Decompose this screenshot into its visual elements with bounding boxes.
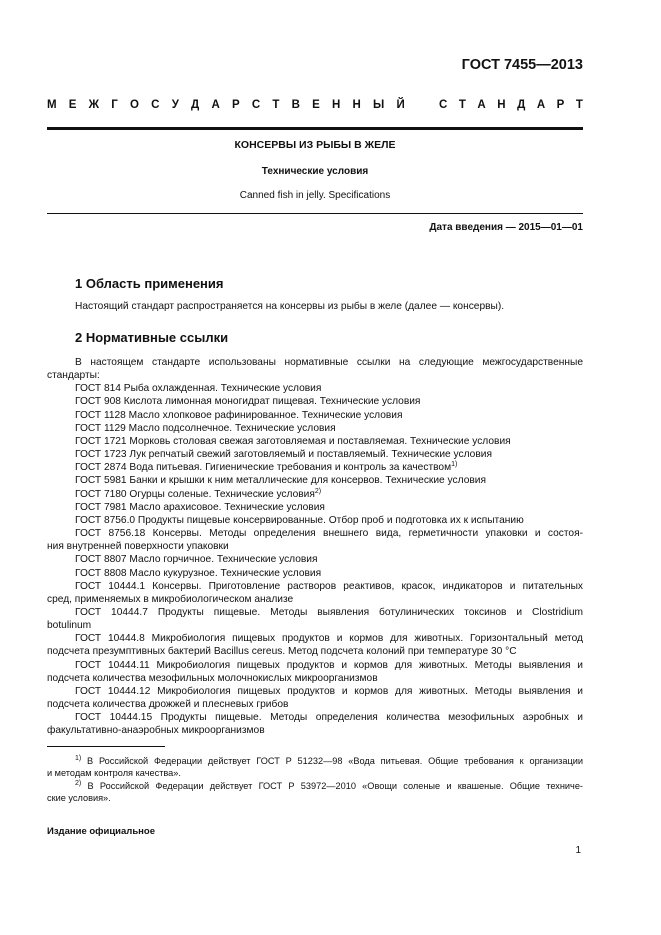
reference-text: botulinum [47, 620, 92, 632]
banner-letter: Т [458, 99, 466, 111]
reference-line [47, 724, 583, 737]
reference-line [47, 501, 583, 514]
reference-text: ГОСТ 7981 Масло арахисовое. Технические условия [75, 501, 325, 513]
reference-text: подсчета количества мезофильных молочнокислых микроорганизмов [47, 672, 378, 684]
section2-heading: 2 Нормативные ссылки [75, 330, 229, 345]
banner-letter: Т [575, 99, 583, 111]
banner-letter: Д [191, 99, 200, 111]
reference-line [47, 395, 583, 408]
reference-line [47, 645, 583, 658]
footnote-text: В Российской Федерации действует ГОСТ Р 53972—2010 «Овощи соленые и квашеные. Общие техниче- [81, 780, 583, 791]
reference-text: ГОСТ 1721 Морковь столовая свежая заготовляемая и поставляемая. Технические условия [75, 435, 511, 447]
reference-text: ГОСТ 10444.11 Микробиология пищевых продуктов и кормов для животных. Методы выявления и [75, 659, 583, 671]
footnote [47, 755, 583, 780]
banner-letter: Н [352, 99, 361, 111]
footnote-marker: 1) [451, 461, 458, 469]
interstate-word [47, 99, 405, 111]
document-title: КОНСЕРВЫ ИЗ РЫБЫ В ЖЕЛЕ [234, 139, 396, 151]
title-rule [47, 213, 583, 214]
reference-line [47, 698, 583, 711]
banner-letter: Г [111, 99, 118, 111]
reference-text: подсчета презумптивных бактерий Bacillus cereus. Метод подсчета колоний при температуре 30 °С [47, 646, 517, 658]
reference-line [47, 461, 583, 474]
reference-line [47, 422, 583, 435]
reference-line [47, 659, 583, 672]
reference-line [47, 711, 583, 724]
reference-line [47, 567, 583, 580]
banner-letter: С [251, 99, 261, 111]
reference-text: ГОСТ 8756.0 Продукты пищевые консервированные. Отбор проб и подготовка их к испытанию [75, 514, 524, 526]
header-rule [47, 127, 583, 130]
references-intro-line [47, 369, 583, 382]
footnotes [47, 755, 583, 805]
reference-text: ГОСТ 908 Кислота лимонная моногидрат пищевая. Технические условия [75, 396, 421, 408]
banner-letter: Е [312, 99, 320, 111]
banner-letter: Н [331, 99, 341, 111]
banner-letter: А [211, 99, 220, 111]
banner-letter: Н [497, 99, 506, 111]
reference-text: В настоящем стандарте использованы нормативные ссылки на следующие межгосударственные [75, 357, 583, 368]
section1-heading: 1 Область применения [75, 276, 224, 291]
footnote-line [47, 767, 583, 779]
reference-text: ГОСТ 5981 Банки и крышки к ним металлические для консервов. Технические условия [75, 475, 486, 487]
section1-text: Настоящий стандарт распространяется на консервы из рыбы в желе (далее — консервы). [75, 301, 505, 312]
banner-letter: Д [517, 99, 526, 111]
banner-letter: Р [231, 99, 240, 111]
banner-letter: М [47, 99, 57, 111]
reference-text: ГОСТ 10444.8 Микробиология пищевых продуктов и кормов для животных. Горизонтальный метод [75, 633, 583, 645]
reference-line [47, 514, 583, 527]
reference-line [47, 593, 583, 606]
normative-references-list [47, 356, 583, 738]
reference-line [47, 488, 583, 501]
footnote-line [47, 755, 583, 767]
banner-letter: У [171, 99, 179, 111]
reference-text: ГОСТ 7180 Огурцы соленые. Технические условия [75, 488, 315, 500]
banner-letter: Е [68, 99, 77, 111]
edition-label: Издание официальное [47, 826, 155, 837]
reference-line [47, 527, 583, 540]
footnote [47, 780, 583, 805]
banner-letter: Т [272, 99, 280, 111]
banner-letter: С [151, 99, 160, 111]
reference-text: ГОСТ 10444.15 Продукты пищевые. Методы определения количества мезофильных аэробных и [75, 712, 583, 724]
footnote-text: и методам контроля качества». [47, 768, 181, 779]
gost-number: ГОСТ 7455—2013 [461, 57, 583, 73]
reference-line [47, 553, 583, 566]
reference-line [47, 685, 583, 698]
reference-line [47, 382, 583, 395]
reference-text: факультативно-анаэробных микроорганизмов [47, 725, 265, 737]
reference-text: сред, применяемых в микробиологическом анализе [47, 593, 294, 605]
footnote-number: 2) [75, 779, 82, 787]
banner-letter: О [130, 99, 139, 111]
footnote-line [47, 780, 583, 792]
footnote-line [47, 792, 583, 804]
standard-word [439, 99, 583, 111]
reference-line [47, 580, 583, 593]
banner-letter: В [291, 99, 300, 111]
reference-text: ГОСТ 8756.18 Консервы. Методы определения внешнего вида, герметичности упаковки и состоя- [75, 528, 583, 540]
introduction-date: Дата введения — 2015—01—01 [429, 222, 583, 233]
reference-text: подсчета количества дрожжей и плесневых грибов [47, 699, 289, 711]
reference-line [47, 448, 583, 461]
reference-text: ГОСТ 10444.12 Микробиология пищевых продуктов и кормов для животных. Методы выявления и [75, 685, 583, 697]
banner-letter: А [536, 99, 546, 111]
reference-text: ГОСТ 2874 Вода питьевая. Гигиенические требования и контроль за качеством [75, 462, 452, 474]
document-subtitle: Технические условия [261, 166, 369, 177]
banner-letter: Ы [373, 99, 385, 111]
reference-line [47, 474, 583, 487]
reference-line [47, 435, 583, 448]
page-number: 1 [575, 845, 581, 856]
reference-text: ГОСТ 8808 Масло кукурузное. Технические условия [75, 567, 322, 579]
english-title: Canned fish in jelly. Specifications [239, 190, 391, 201]
reference-text: ГОСТ 10444.1 Консервы. Приготовление растворов реактивов, красок, индикаторов и питательных [75, 580, 583, 592]
banner-letter: Ж [88, 99, 100, 111]
reference-line [47, 606, 583, 619]
reference-text: ГОСТ 8807 Масло горчичное. Технические условия [75, 554, 318, 566]
reference-line [47, 540, 583, 553]
reference-text: стандарты: [47, 370, 100, 382]
banner-letter: С [439, 99, 448, 111]
reference-line [47, 619, 583, 632]
reference-text: ГОСТ 1723 Лук репчатый свежий заготовляемый и поставляемый. Технические условия [75, 449, 492, 461]
reference-line [47, 409, 583, 422]
interstate-standard-banner [47, 99, 583, 111]
footnote-marker: 2) [314, 487, 322, 495]
reference-line [47, 632, 583, 645]
footnote-separator [47, 746, 165, 747]
reference-line [47, 672, 583, 685]
footnote-text: В Российской Федерации действует ГОСТ Р 51232—98 «Вода питьевая. Общие требования к организации [81, 756, 583, 766]
reference-text: ГОСТ 814 Рыба охлажденная. Технические условия [75, 383, 322, 395]
banner-letter: Й [396, 99, 405, 111]
banner-letter: А [477, 99, 486, 111]
reference-text: ГОСТ 1128 Масло хлопковое рафинированное. Технические условия [75, 409, 403, 421]
reference-text: ГОСТ 10444.7 Продукты пищевые. Методы выявления ботулинических токсинов и Clostridium [75, 606, 583, 618]
footnote-text: ские условия». [47, 793, 111, 804]
reference-text: ГОСТ 1129 Масло подсолнечное. Технические условия [75, 422, 336, 434]
banner-letter: Р [556, 99, 565, 111]
references-intro-line [47, 356, 583, 369]
reference-text: ния внутренней поверхности упаковки [47, 541, 229, 553]
footnote-number: 1) [75, 755, 82, 762]
